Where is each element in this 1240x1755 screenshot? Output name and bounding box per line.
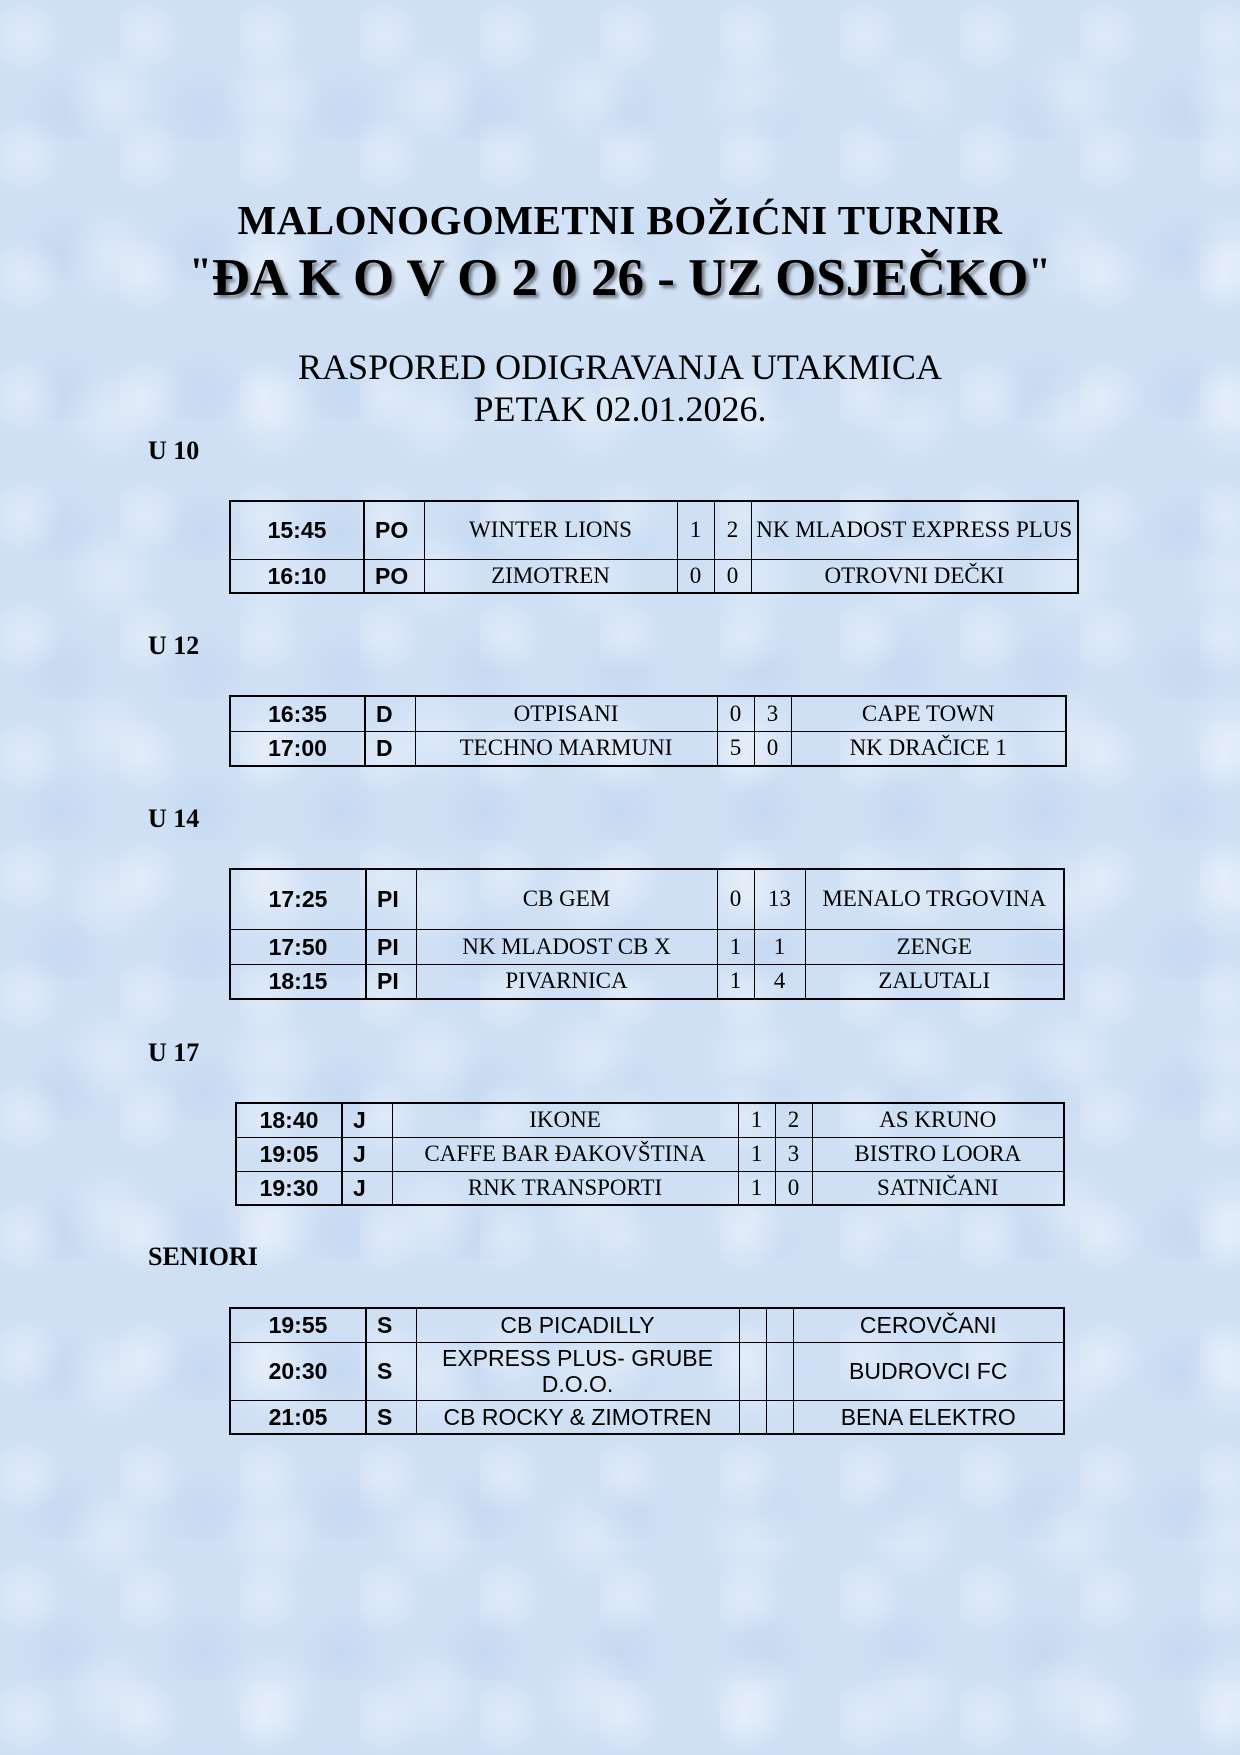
- home-team: CAFFE BAR ĐAKOVŠTINA: [392, 1137, 738, 1171]
- match-time: 18:15: [230, 964, 366, 999]
- schedule-table-u12: [229, 695, 1067, 767]
- table-row: [230, 501, 1078, 559]
- category-heading-u17: U 17: [148, 1038, 200, 1067]
- match-group: J: [342, 1137, 392, 1171]
- match-time: 19:55: [230, 1308, 366, 1342]
- home-team: NK MLADOST CB X: [416, 929, 717, 964]
- away-team: AS KRUNO: [812, 1103, 1064, 1137]
- home-team: TECHNO MARMUNI: [415, 731, 717, 766]
- match-group: J: [342, 1171, 392, 1205]
- table-row: [230, 1342, 1064, 1400]
- match-time: 19:30: [236, 1171, 342, 1205]
- schedule-table-u10: [229, 500, 1079, 594]
- away-score: [766, 1342, 793, 1400]
- away-team: OTROVNI DEČKI: [751, 559, 1078, 593]
- home-score: 1: [717, 929, 754, 964]
- match-group: S: [366, 1400, 416, 1434]
- schedule-subtitle: RASPORED ODIGRAVANJA UTAKMICA: [298, 347, 942, 387]
- table-row: [230, 559, 1078, 593]
- table-row: [236, 1137, 1064, 1171]
- home-score: [739, 1342, 766, 1400]
- away-team: SATNIČANI: [812, 1171, 1064, 1205]
- home-team: RNK TRANSPORTI: [392, 1171, 738, 1205]
- match-time: 16:35: [230, 696, 365, 731]
- home-score: 1: [738, 1103, 775, 1137]
- away-team: NK DRAČICE 1: [791, 731, 1066, 766]
- match-group: S: [366, 1342, 416, 1400]
- home-score: 5: [717, 731, 754, 766]
- home-team: CB PICADILLY: [416, 1308, 739, 1342]
- home-score: 1: [677, 501, 714, 559]
- away-team: ZENGE: [805, 929, 1064, 964]
- home-team: WINTER LIONS: [424, 501, 677, 559]
- away-team: BISTRO LOORA: [812, 1137, 1064, 1171]
- tournament-title: MALONOGOMETNI BOŽIĆNI TURNIR: [237, 197, 1003, 243]
- home-score: 0: [717, 696, 754, 731]
- home-team: OTPISANI: [415, 696, 717, 731]
- match-group: S: [366, 1308, 416, 1342]
- match-time: 18:40: [236, 1103, 342, 1137]
- table-row: [230, 696, 1066, 731]
- away-team: ZALUTALI: [805, 964, 1064, 999]
- match-time: 17:00: [230, 731, 365, 766]
- match-group: PO: [364, 559, 424, 593]
- tournament-name: [0, 248, 1240, 308]
- home-score: 1: [738, 1171, 775, 1205]
- table-row: [230, 731, 1066, 766]
- category-heading-u10: U 10: [148, 436, 200, 465]
- match-group: J: [342, 1103, 392, 1137]
- away-team: MENALO TRGOVINA: [805, 869, 1064, 929]
- match-time: 20:30: [230, 1342, 366, 1400]
- schedule-table-u14: [229, 868, 1065, 1000]
- table-row: [230, 869, 1064, 929]
- away-score: 4: [754, 964, 805, 999]
- home-score: 1: [717, 964, 754, 999]
- away-score: 1: [754, 929, 805, 964]
- category-heading-u14: U 14: [148, 804, 200, 833]
- match-group: PO: [364, 501, 424, 559]
- schedule-table-seniori: [229, 1307, 1065, 1435]
- table-row: [236, 1103, 1064, 1137]
- home-team: PIVARNICA: [416, 964, 717, 999]
- close-quote: ": [1028, 249, 1051, 294]
- table-row: [230, 929, 1064, 964]
- home-team: IKONE: [392, 1103, 738, 1137]
- match-group: PI: [366, 964, 416, 999]
- home-team: ZIMOTREN: [424, 559, 677, 593]
- match-group: PI: [366, 869, 416, 929]
- match-time: 21:05: [230, 1400, 366, 1434]
- away-score: 13: [754, 869, 805, 929]
- away-team: NK MLADOST EXPRESS PLUS: [751, 501, 1078, 559]
- home-score: [739, 1400, 766, 1434]
- away-score: 2: [775, 1103, 812, 1137]
- away-team: CEROVČANI: [793, 1308, 1064, 1342]
- home-score: [739, 1308, 766, 1342]
- match-time: 15:45: [230, 501, 364, 559]
- table-row: [236, 1171, 1064, 1205]
- match-time: 17:50: [230, 929, 366, 964]
- table-row: [230, 1400, 1064, 1434]
- schedule-table-u17: [235, 1102, 1065, 1206]
- away-team: BUDROVCI FC: [793, 1342, 1064, 1400]
- away-score: [766, 1400, 793, 1434]
- away-score: 0: [714, 559, 751, 593]
- away-score: 3: [775, 1137, 812, 1171]
- home-score: 1: [738, 1137, 775, 1171]
- away-score: [766, 1308, 793, 1342]
- category-heading-seniori: SENIORI: [148, 1242, 258, 1271]
- away-score: 3: [754, 696, 791, 731]
- home-team: CB GEM: [416, 869, 717, 929]
- home-team: CB ROCKY & ZIMOTREN: [416, 1400, 739, 1434]
- schedule-date: PETAK 02.01.2026.: [473, 389, 767, 429]
- match-group: PI: [366, 929, 416, 964]
- away-team: BENA ELEKTRO: [793, 1400, 1064, 1434]
- home-team: EXPRESS PLUS- GRUBE D.O.O.: [416, 1342, 739, 1400]
- match-time: 17:25: [230, 869, 366, 929]
- away-score: 0: [775, 1171, 812, 1205]
- match-time: 16:10: [230, 559, 364, 593]
- away-score: 0: [754, 731, 791, 766]
- match-group: D: [365, 696, 415, 731]
- away-team: CAPE TOWN: [791, 696, 1066, 731]
- tournament-name-text: ĐA K O V O 2 0 26 - UZ OSJEČKO: [211, 249, 1029, 307]
- table-row: [230, 964, 1064, 999]
- category-heading-u12: U 12: [148, 631, 200, 660]
- home-score: 0: [677, 559, 714, 593]
- home-score: 0: [717, 869, 754, 929]
- match-group: D: [365, 731, 415, 766]
- match-time: 19:05: [236, 1137, 342, 1171]
- away-score: 2: [714, 501, 751, 559]
- open-quote: ": [189, 249, 212, 294]
- table-row: [230, 1308, 1064, 1342]
